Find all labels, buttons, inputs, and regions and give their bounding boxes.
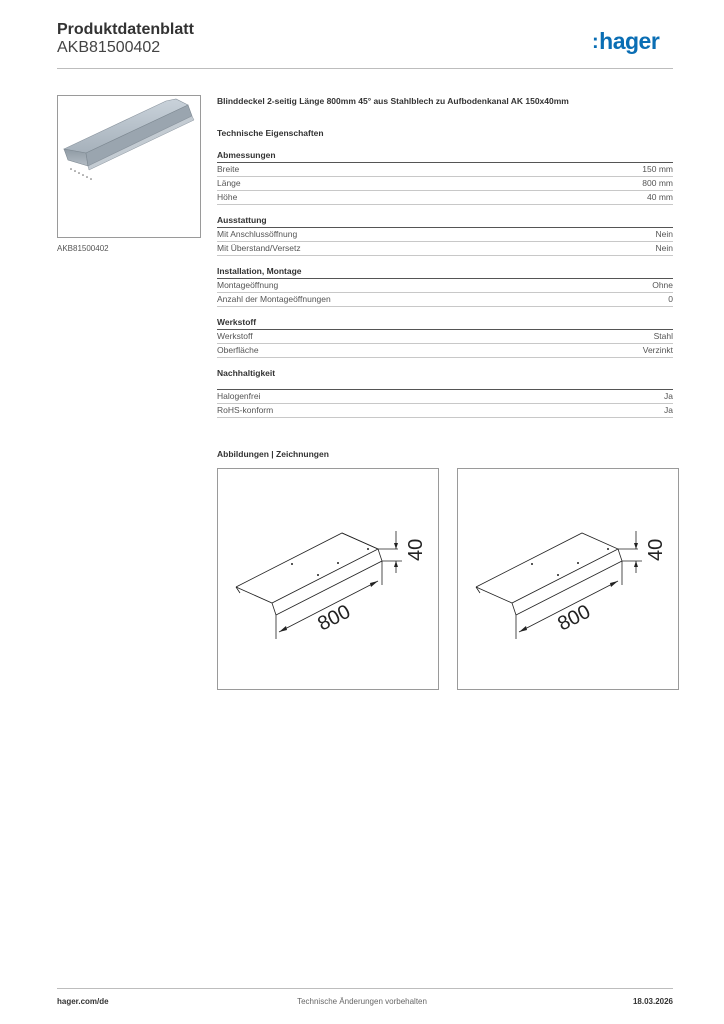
spec-row	[217, 344, 673, 358]
height-dimension-label: 40	[405, 538, 427, 561]
length-dimension-label: 800	[314, 600, 355, 636]
spec-label: Mit Überstand/Versetz	[217, 243, 301, 253]
page-title: Produktdatenblatt	[57, 21, 194, 38]
spec-value: 150 mm	[642, 164, 673, 174]
height-dimension-label: 40	[645, 538, 667, 561]
section-dimensions	[217, 150, 673, 205]
section-installation	[217, 266, 673, 307]
spec-row	[217, 390, 673, 404]
spec-row	[217, 404, 673, 418]
section-material	[217, 317, 673, 358]
technical-drawing-1	[217, 468, 439, 690]
spec-value: Stahl	[653, 331, 673, 341]
footer-website-link[interactable]: hager.com/de	[57, 997, 109, 1006]
image-caption: AKB81500402	[57, 244, 109, 253]
spec-value: Verzinkt	[642, 345, 673, 355]
section-equipment	[217, 215, 673, 256]
product-image	[57, 95, 201, 238]
spec-value: Nein	[655, 229, 673, 239]
cover-product-illustration	[58, 96, 200, 237]
section-title: Installation, Montage	[217, 266, 673, 279]
spec-value: Ja	[664, 405, 673, 415]
spec-value: 40 mm	[647, 192, 673, 202]
product-details	[217, 96, 673, 428]
spec-label: Höhe	[217, 192, 238, 202]
spec-row	[217, 177, 673, 191]
spec-row	[217, 330, 673, 344]
section-title: Ausstattung	[217, 215, 673, 228]
spec-row	[217, 279, 673, 293]
section-sustainability	[217, 368, 673, 418]
spec-label: Halogenfrei	[217, 391, 261, 401]
spec-row	[217, 228, 673, 242]
spec-label: Mit Anschlussöffnung	[217, 229, 298, 239]
product-description: Blinddeckel 2-seitig Länge 800mm 45° aus Stahlblech zu Aufbodenkanal AK 150x40mm	[217, 96, 569, 106]
logo-colon: :	[592, 31, 599, 53]
spec-value: 0	[668, 294, 673, 304]
spec-label: Werkstoff	[217, 331, 253, 341]
spec-label: RoHS-konform	[217, 405, 274, 415]
footer-divider	[57, 988, 673, 989]
spec-row	[217, 191, 673, 205]
figures-heading: Abbildungen | Zeichnungen	[217, 449, 329, 459]
dimension-drawing	[458, 469, 678, 689]
spec-label: Anzahl der Montageöffnungen	[217, 294, 331, 304]
technical-properties-heading: Technische Eigenschaften	[217, 128, 324, 138]
spec-label: Oberfläche	[217, 345, 259, 355]
header-divider	[57, 68, 673, 69]
spec-row	[217, 293, 673, 307]
spec-label: Breite	[217, 164, 240, 174]
spec-row	[217, 163, 673, 177]
spec-value: Ja	[664, 391, 673, 401]
spec-value: Ohne	[652, 280, 673, 290]
section-title: Abmessungen	[217, 150, 673, 163]
logo-text: hager	[599, 28, 660, 54]
spec-value: Nein	[655, 243, 673, 253]
spec-row	[217, 242, 673, 256]
footer-date: 18.03.2026	[632, 997, 673, 1006]
section-title: Werkstoff	[217, 317, 673, 330]
dimension-drawing	[218, 469, 438, 689]
spec-label: Länge	[217, 178, 241, 188]
spec-label: Montageöffnung	[217, 280, 279, 290]
footer-notice: Technische Änderungen vorbehalten	[297, 997, 427, 1006]
article-number: AKB81500402	[57, 39, 161, 56]
section-title: Nachhaltigkeit	[217, 368, 673, 390]
hager-logo[interactable]	[592, 28, 659, 55]
length-dimension-label: 800	[554, 600, 595, 636]
technical-drawing-2	[457, 468, 679, 690]
spec-value: 800 mm	[642, 178, 673, 188]
